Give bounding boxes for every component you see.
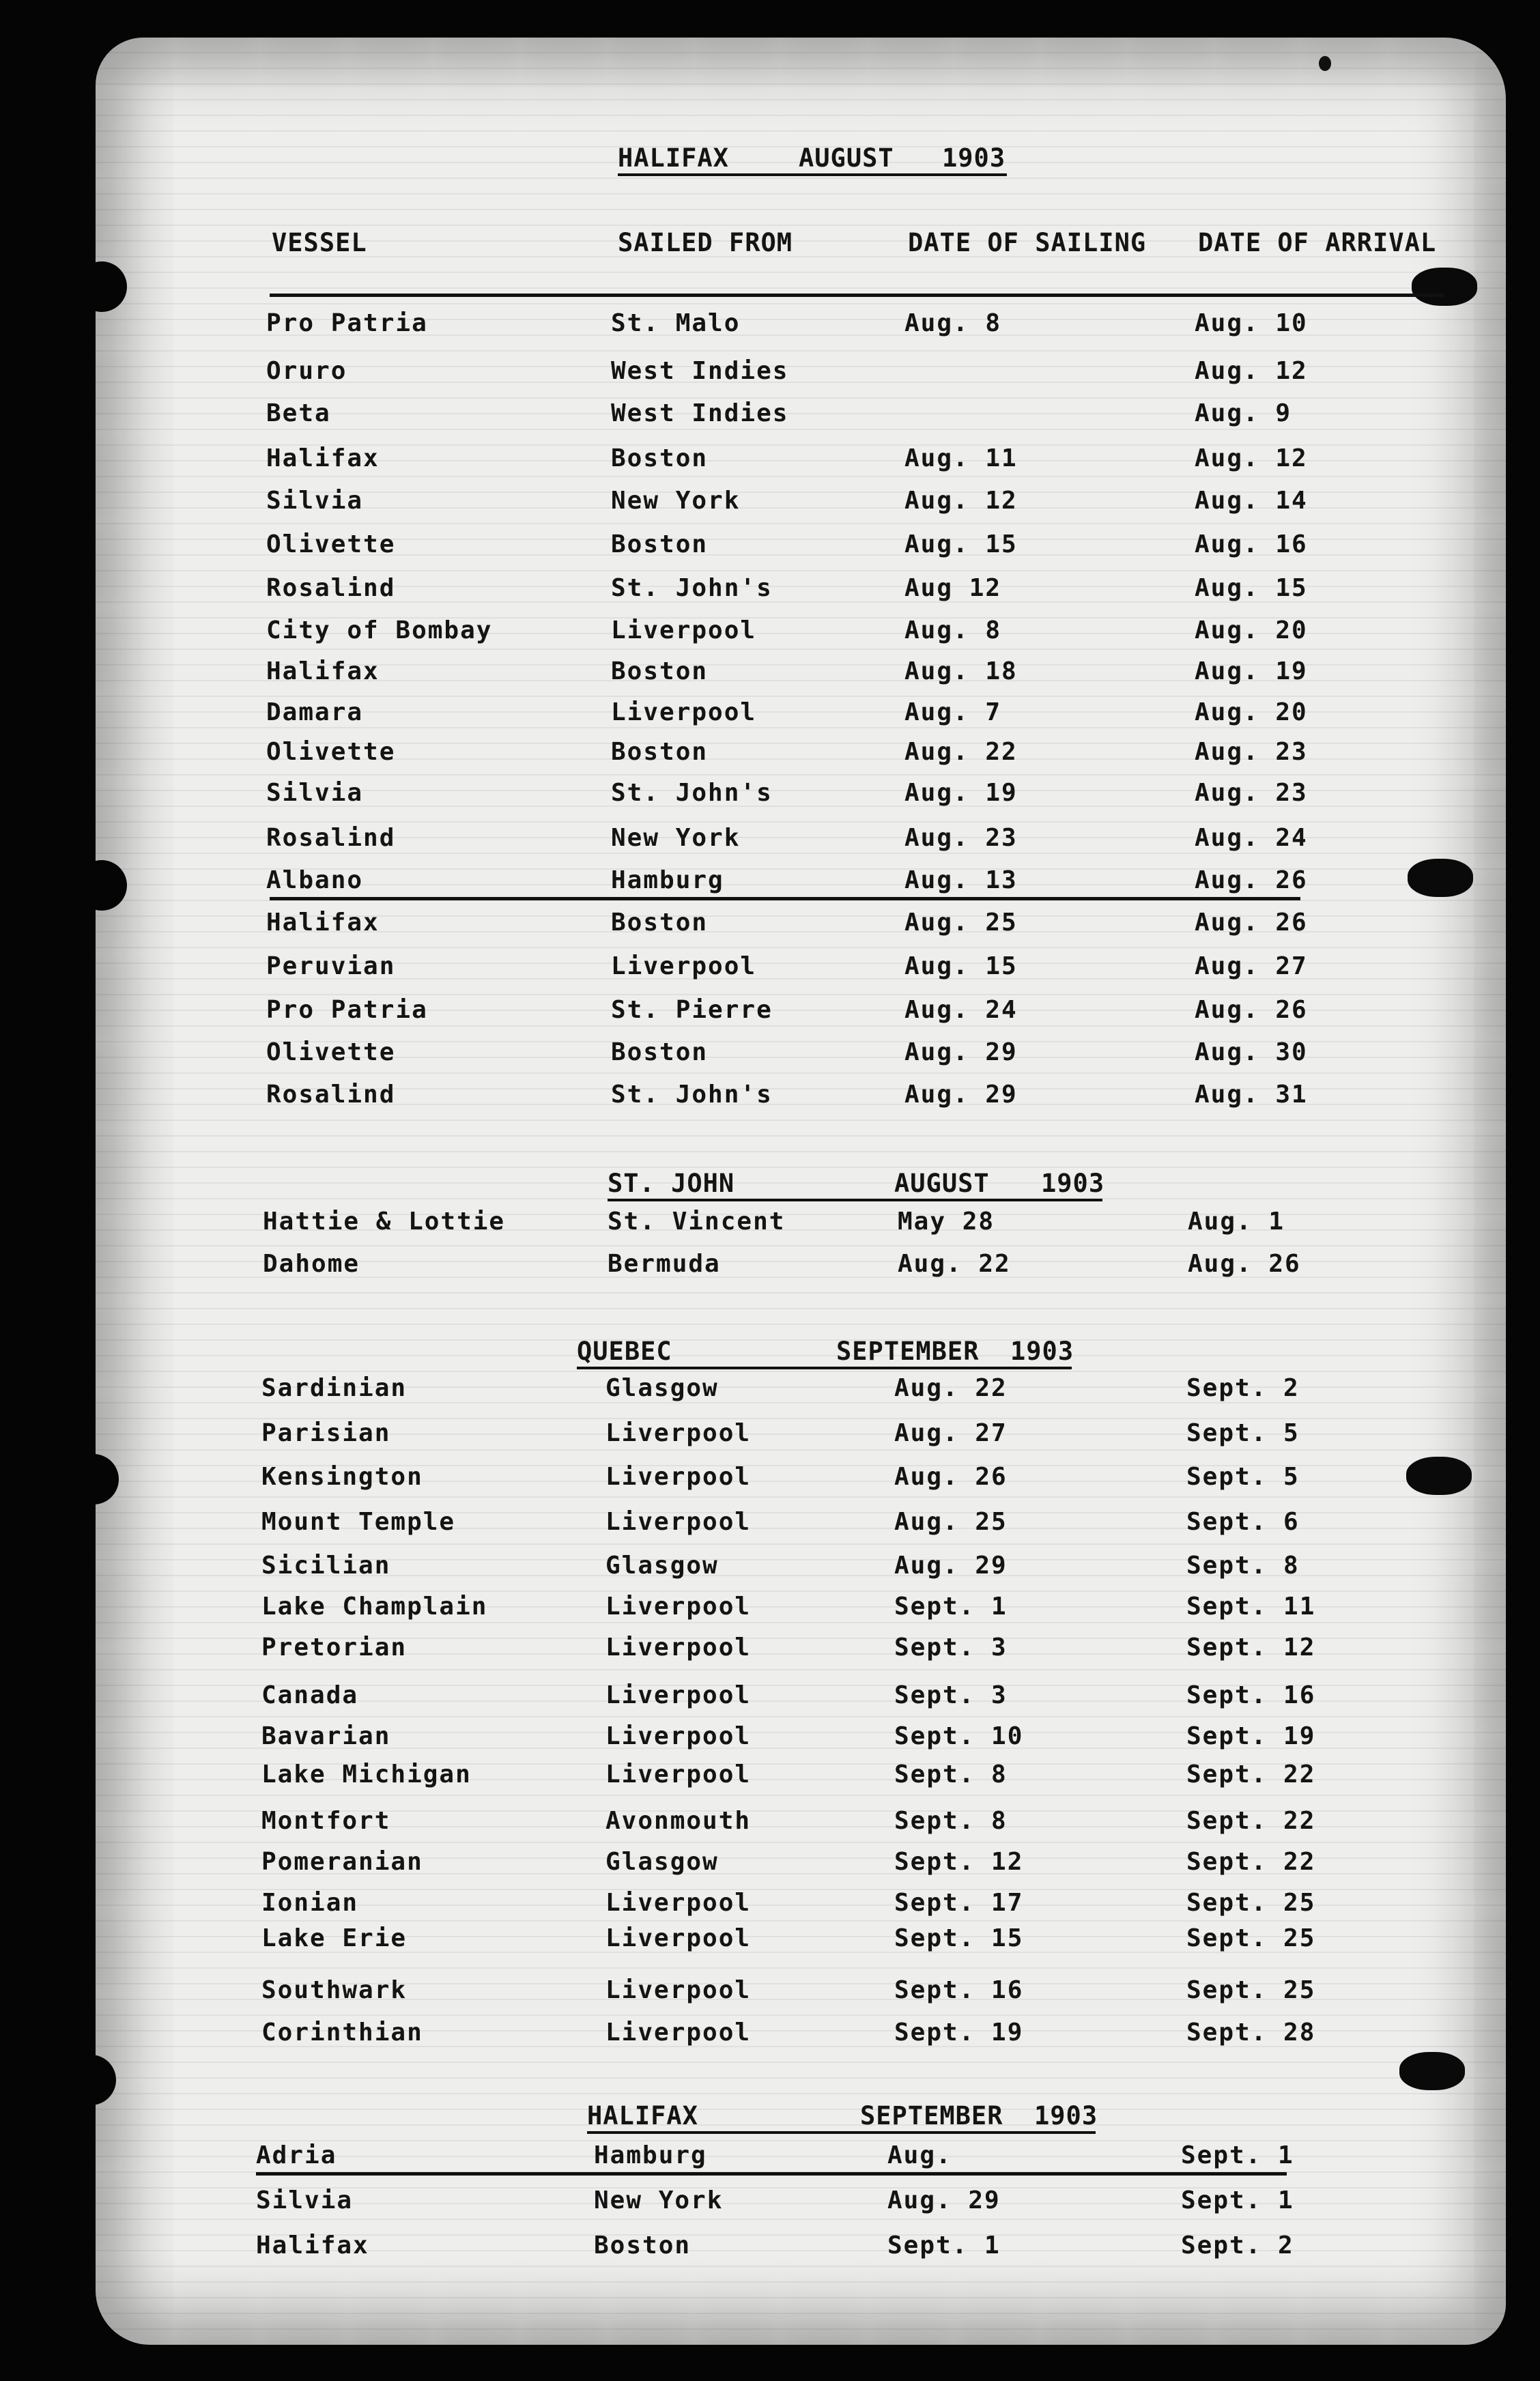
cell-date-of-arrival: Sept. 1 <box>1181 2186 1294 2214</box>
cell-vessel: Silvia <box>256 2186 354 2214</box>
cell-date-of-arrival: Sept. 6 <box>1186 1508 1300 1536</box>
cell-date-of-arrival: Sept. 1 <box>1181 2141 1294 2169</box>
cell-date-of-arrival: Sept. 22 <box>1186 1760 1316 1788</box>
cell-vessel: Olivette <box>266 738 396 766</box>
cell-sailed-from: Liverpool <box>605 1760 752 1788</box>
cell-date-of-arrival: Aug. 23 <box>1195 779 1308 807</box>
cell-vessel: Lake Erie <box>261 1924 408 1952</box>
cell-sailed-from: Glasgow <box>605 1374 719 1402</box>
cell-vessel: Rosalind <box>266 574 396 602</box>
cell-vessel: Rosalind <box>266 824 396 852</box>
column-header-vessel: VESSEL <box>272 228 367 257</box>
row-divider-rule <box>256 2172 1287 2176</box>
cell-date-of-sailing: Aug. 8 <box>904 309 1002 337</box>
cell-vessel: Parisian <box>261 1419 391 1447</box>
cell-sailed-from: Boston <box>611 657 709 685</box>
cell-date-of-sailing: Sept. 3 <box>894 1634 1008 1662</box>
cell-date-of-arrival: Aug. 14 <box>1195 487 1308 515</box>
section-title-underline <box>608 1199 1102 1201</box>
cell-vessel: Peruvian <box>266 952 396 980</box>
cell-vessel: Dahome <box>263 1250 360 1278</box>
cell-sailed-from: New York <box>594 2186 724 2214</box>
cell-date-of-sailing: Aug. 8 <box>904 616 1002 644</box>
cell-date-of-sailing: Aug. 18 <box>904 657 1018 685</box>
section-title-year: 1903 <box>942 143 1006 173</box>
cell-date-of-sailing: Sept. 10 <box>894 1722 1024 1750</box>
cell-sailed-from: Liverpool <box>605 2019 752 2047</box>
cell-vessel: Silvia <box>266 487 364 515</box>
cell-date-of-arrival: Aug. 26 <box>1188 1250 1301 1278</box>
cell-vessel: Pretorian <box>261 1634 408 1662</box>
cell-date-of-sailing: Aug. 12 <box>904 487 1018 515</box>
cell-vessel: Adria <box>256 2141 337 2169</box>
cell-sailed-from: St. John's <box>611 779 773 807</box>
cell-date-of-sailing: Sept. 8 <box>894 1807 1008 1835</box>
cell-vessel: Sardinian <box>261 1374 408 1402</box>
cell-vessel: Pomeranian <box>261 1848 423 1876</box>
cell-date-of-arrival: Aug. 20 <box>1195 698 1308 726</box>
cell-sailed-from: Hamburg <box>594 2141 707 2169</box>
cell-date-of-arrival: Sept. 22 <box>1186 1807 1316 1835</box>
cell-date-of-arrival: Aug. 9 <box>1195 399 1292 427</box>
cell-sailed-from: Liverpool <box>605 1976 752 2004</box>
cell-sailed-from: St. John's <box>611 1081 773 1109</box>
cell-date-of-sailing: Aug. 29 <box>894 1552 1008 1580</box>
cell-date-of-arrival: Sept. 19 <box>1186 1722 1316 1750</box>
cell-date-of-arrival: Aug. 12 <box>1195 444 1308 472</box>
cell-date-of-arrival: Sept. 2 <box>1186 1374 1300 1402</box>
cell-vessel: Canada <box>261 1681 359 1709</box>
cell-vessel: Olivette <box>266 1038 396 1066</box>
cell-date-of-arrival: Aug. 31 <box>1195 1081 1308 1109</box>
cell-vessel: Halifax <box>266 444 380 472</box>
cell-date-of-arrival: Sept. 25 <box>1186 1924 1316 1952</box>
cell-vessel: Damara <box>266 698 364 726</box>
cell-sailed-from: New York <box>611 824 741 852</box>
cell-date-of-arrival: Aug. 27 <box>1195 952 1308 980</box>
cell-sailed-from: St. Vincent <box>608 1208 786 1236</box>
cell-sailed-from: Liverpool <box>605 1889 752 1917</box>
cell-sailed-from: New York <box>611 487 741 515</box>
cell-sailed-from: West Indies <box>611 357 789 385</box>
section-title-month: SEPTEMBER <box>860 2101 1003 2130</box>
cell-date-of-sailing: Sept. 1 <box>887 2232 1001 2259</box>
cell-sailed-from: Boston <box>611 738 709 766</box>
cell-date-of-sailing: Aug. 15 <box>904 952 1018 980</box>
cell-vessel: Corinthian <box>261 2019 423 2047</box>
cell-sailed-from: Bermuda <box>608 1250 721 1278</box>
cell-date-of-sailing: Aug. 23 <box>904 824 1018 852</box>
cell-vessel: Silvia <box>266 779 364 807</box>
section-title-underline <box>577 1367 1072 1369</box>
cell-sailed-from: Boston <box>611 909 709 937</box>
cell-date-of-sailing: Sept. 1 <box>894 1593 1008 1621</box>
cell-date-of-arrival: Sept. 28 <box>1186 2019 1316 2047</box>
cell-date-of-sailing: Aug. 29 <box>904 1038 1018 1066</box>
cell-date-of-arrival: Aug. 23 <box>1195 738 1308 766</box>
column-header-date-of-sailing: DATE OF SAILING <box>908 228 1147 257</box>
cell-sailed-from: St. John's <box>611 574 773 602</box>
cell-sailed-from: Liverpool <box>605 1924 752 1952</box>
cell-vessel: Mount Temple <box>261 1508 456 1536</box>
cell-date-of-arrival: Sept. 8 <box>1186 1552 1300 1580</box>
cell-date-of-sailing: Aug. 11 <box>904 444 1018 472</box>
cell-sailed-from: Liverpool <box>605 1419 752 1447</box>
cell-date-of-sailing: May 28 <box>898 1208 995 1236</box>
cell-date-of-arrival: Aug. 20 <box>1195 616 1308 644</box>
cell-sailed-from: St. Malo <box>611 309 741 337</box>
cell-sailed-from: Liverpool <box>611 616 757 644</box>
cell-sailed-from: Liverpool <box>605 1508 752 1536</box>
cell-vessel: Bavarian <box>261 1722 391 1750</box>
section-title-month: SEPTEMBER <box>836 1337 980 1366</box>
cell-vessel: Halifax <box>266 657 380 685</box>
cell-date-of-sailing: Aug. 25 <box>894 1508 1008 1536</box>
cell-date-of-sailing: Sept. 17 <box>894 1889 1024 1917</box>
cell-sailed-from: Liverpool <box>605 1681 752 1709</box>
cell-sailed-from: Glasgow <box>605 1552 719 1580</box>
cell-vessel: City of Bombay <box>266 616 493 644</box>
cell-date-of-sailing: Aug 12 <box>904 574 1002 602</box>
cell-sailed-from: Hamburg <box>611 866 724 894</box>
cell-vessel: Pro Patria <box>266 996 428 1024</box>
cell-date-of-arrival: Aug. 1 <box>1188 1208 1285 1236</box>
section-title-port: ST. JOHN <box>608 1169 735 1198</box>
section-title-year: 1903 <box>1034 2101 1098 2130</box>
cell-date-of-sailing: Aug. 29 <box>887 2186 1001 2214</box>
cell-date-of-sailing: Aug. 22 <box>898 1250 1011 1278</box>
cell-vessel: Lake Michigan <box>261 1760 472 1788</box>
cell-date-of-sailing: Sept. 8 <box>894 1760 1008 1788</box>
cell-sailed-from: Liverpool <box>605 1593 752 1621</box>
section-title-port: QUEBEC <box>577 1337 672 1366</box>
cell-date-of-sailing: Aug. 22 <box>904 738 1018 766</box>
cell-vessel: Beta <box>266 399 331 427</box>
cell-date-of-arrival: Aug. 26 <box>1195 996 1308 1024</box>
cell-date-of-arrival: Aug. 26 <box>1195 909 1308 937</box>
cell-date-of-sailing: Aug. 29 <box>904 1081 1018 1109</box>
cell-date-of-arrival: Sept. 12 <box>1186 1634 1316 1662</box>
cell-sailed-from: West Indies <box>611 399 789 427</box>
cell-vessel: Halifax <box>266 909 380 937</box>
cell-date-of-sailing: Sept. 19 <box>894 2019 1024 2047</box>
cell-date-of-sailing: Aug. 27 <box>894 1419 1008 1447</box>
cell-date-of-sailing: Sept. 3 <box>894 1681 1008 1709</box>
cell-date-of-sailing: Aug. 26 <box>894 1463 1008 1491</box>
cell-date-of-sailing: Aug. 24 <box>904 996 1018 1024</box>
cell-date-of-arrival: Aug. 24 <box>1195 824 1308 852</box>
cell-date-of-sailing: Aug. 13 <box>904 866 1018 894</box>
cell-vessel: Ionian <box>261 1889 359 1917</box>
cell-sailed-from: Boston <box>611 530 709 558</box>
column-header-sailed-from: SAILED FROM <box>618 228 793 257</box>
cell-date-of-arrival: Sept. 11 <box>1186 1593 1316 1621</box>
cell-date-of-sailing: Sept. 15 <box>894 1924 1024 1952</box>
cell-date-of-sailing: Sept. 12 <box>894 1848 1024 1876</box>
cell-date-of-sailing: Aug. 25 <box>904 909 1018 937</box>
cell-date-of-arrival: Aug. 30 <box>1195 1038 1308 1066</box>
cell-date-of-arrival: Aug. 15 <box>1195 574 1308 602</box>
cell-date-of-sailing: Aug. <box>887 2141 952 2169</box>
cell-date-of-arrival: Aug. 10 <box>1195 309 1308 337</box>
cell-date-of-arrival: Sept. 25 <box>1186 1889 1316 1917</box>
cell-vessel: Sicilian <box>261 1552 391 1580</box>
header-rule <box>270 294 1444 297</box>
section-title-year: 1903 <box>1041 1169 1105 1198</box>
cell-sailed-from: Liverpool <box>605 1722 752 1750</box>
cell-vessel: Kensington <box>261 1463 423 1491</box>
cell-date-of-arrival: Sept. 16 <box>1186 1681 1316 1709</box>
cell-sailed-from: Liverpool <box>605 1634 752 1662</box>
cell-vessel: Oruro <box>266 357 347 385</box>
section-title-month: AUGUST <box>894 1169 990 1198</box>
cell-vessel: Albano <box>266 866 364 894</box>
cell-sailed-from: Avonmouth <box>605 1807 752 1835</box>
cell-sailed-from: St. Pierre <box>611 996 773 1024</box>
cell-date-of-sailing: Aug. 7 <box>904 698 1002 726</box>
cell-sailed-from: Glasgow <box>605 1848 719 1876</box>
cell-vessel: Hattie & Lottie <box>263 1208 506 1236</box>
cell-date-of-arrival: Sept. 5 <box>1186 1419 1300 1447</box>
section-title-month: AUGUST <box>799 143 894 173</box>
cell-date-of-arrival: Aug. 12 <box>1195 357 1308 385</box>
cell-vessel: Olivette <box>266 530 396 558</box>
section-title-underline <box>587 2131 1096 2134</box>
section-title-year: 1903 <box>1010 1337 1074 1366</box>
cell-sailed-from: Boston <box>594 2232 691 2259</box>
cell-date-of-arrival: Aug. 26 <box>1195 866 1308 894</box>
cell-sailed-from: Liverpool <box>611 952 757 980</box>
cell-date-of-arrival: Sept. 5 <box>1186 1463 1300 1491</box>
cell-sailed-from: Liverpool <box>605 1463 752 1491</box>
cell-vessel: Lake Champlain <box>261 1593 488 1621</box>
cell-vessel: Rosalind <box>266 1081 396 1109</box>
cell-date-of-arrival: Sept. 22 <box>1186 1848 1316 1876</box>
column-header-date-of-arrival: DATE OF ARRIVAL <box>1198 228 1437 257</box>
cell-vessel: Southwark <box>261 1976 408 2004</box>
cell-vessel: Montfort <box>261 1807 391 1835</box>
section-title-port: HALIFAX <box>587 2101 698 2130</box>
section-title-port: HALIFAX <box>618 143 729 173</box>
cell-date-of-arrival: Sept. 2 <box>1181 2232 1294 2259</box>
cell-date-of-sailing: Aug. 15 <box>904 530 1018 558</box>
cell-vessel: Halifax <box>256 2232 369 2259</box>
cell-date-of-sailing: Aug. 22 <box>894 1374 1008 1402</box>
cell-date-of-arrival: Aug. 19 <box>1195 657 1308 685</box>
cell-date-of-arrival: Sept. 25 <box>1186 1976 1316 2004</box>
cell-date-of-sailing: Sept. 16 <box>894 1976 1024 2004</box>
row-divider-rule <box>270 897 1300 900</box>
cell-date-of-sailing: Aug. 19 <box>904 779 1018 807</box>
section-title-underline <box>618 173 1007 176</box>
cell-vessel: Pro Patria <box>266 309 428 337</box>
cell-sailed-from: Boston <box>611 444 709 472</box>
cell-sailed-from: Liverpool <box>611 698 757 726</box>
cell-date-of-arrival: Aug. 16 <box>1195 530 1308 558</box>
cell-sailed-from: Boston <box>611 1038 709 1066</box>
